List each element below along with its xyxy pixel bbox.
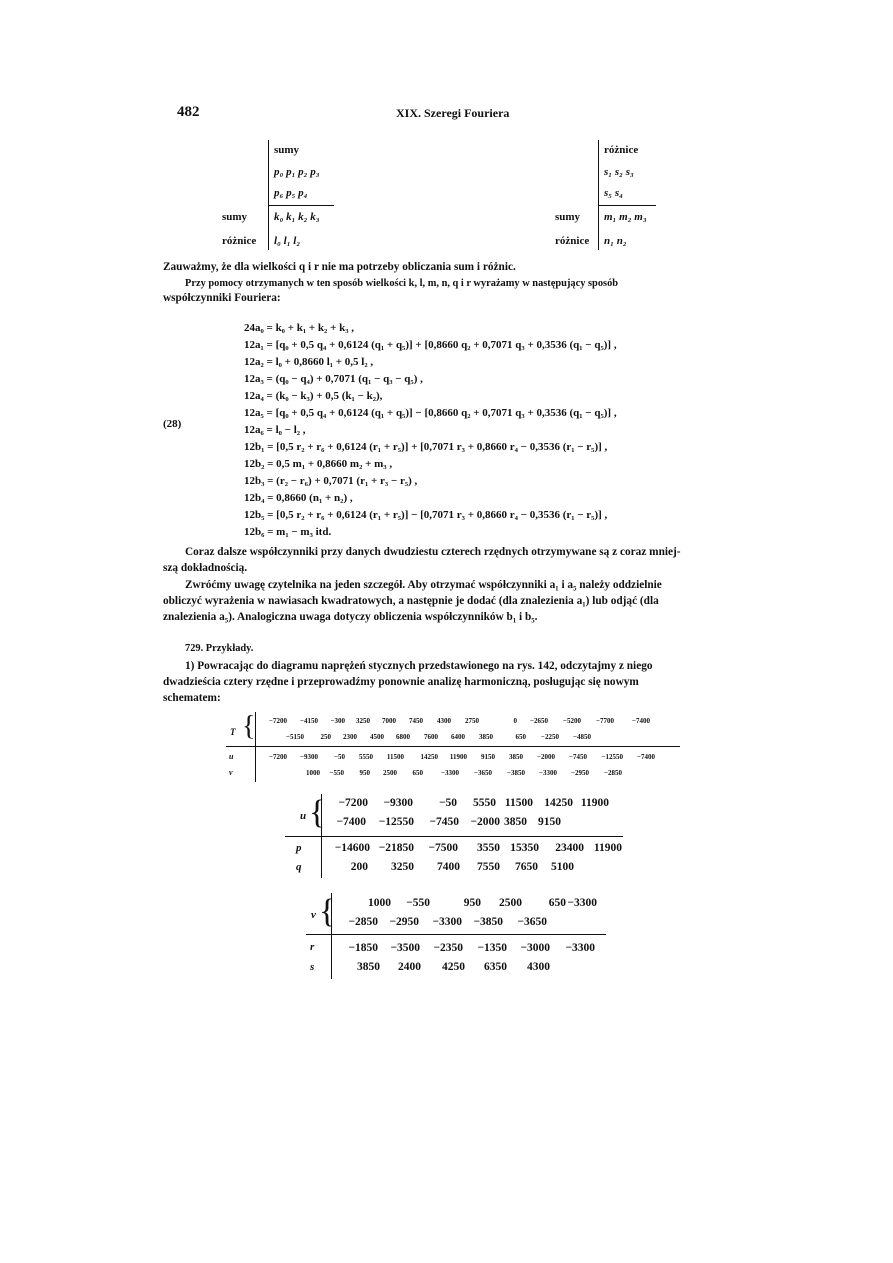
equation-line: 12b₅ = [0,5 r₂ + r₆ + 0,6124 (r₁ + r₅)] − [0,7071 r₃ + 0,8660 r₄ − 0,3536 (r₁ − r₅)] , <box>244 509 608 521</box>
equation-line: 24a₀ = k₀ + k₁ + k₂ + k₃ , <box>244 322 355 334</box>
table-cell: −3000 <box>520 942 550 954</box>
schema-left-top-label: sumy <box>274 144 300 156</box>
label-v-small: v <box>229 768 233 777</box>
schema-right-m-row: m₁ m₂ m₃ <box>604 211 647 223</box>
equation-line: 12a₆ = l₀ − l₂ , <box>244 424 306 436</box>
table-cell: 4300 <box>527 961 550 973</box>
table-cell: 11500 <box>504 797 533 809</box>
equation-line: 12a₃ = (q₀ − q₄) + 0,7071 (q₁ − q₃ − q₅) , <box>244 373 423 385</box>
table-cell: 4300 <box>437 717 451 725</box>
paragraph-detail-line1: Zwróćmy uwagę czytelnika na jeden szczegół. Aby otrzymać współczynniki a₁ i a₅ należy oddzielnie <box>185 579 662 591</box>
table-cell: −12550 <box>601 753 623 761</box>
table-cell: 0 <box>513 717 517 725</box>
table-cell: −7450 <box>429 816 459 828</box>
table-cell: −7400 <box>637 753 655 761</box>
table-cell: −1350 <box>477 942 507 954</box>
table-cell: 7650 <box>515 861 538 873</box>
table-cell: −4850 <box>573 733 591 741</box>
table-cell: 1000 <box>368 897 391 909</box>
paragraph-detail-line3: znalezienia a₅). Analogiczna uwaga dotyczy obliczenia współczynników b₁ i b₅. <box>163 611 538 623</box>
table-cell: 9150 <box>538 816 561 828</box>
table-cell: −2250 <box>541 733 559 741</box>
table-cell: 5550 <box>359 753 373 761</box>
table-cell: 950 <box>463 897 481 909</box>
equation-line: 12b₄ = 0,8660 (n₁ + n₂) , <box>244 492 353 504</box>
schema-right-top-label: różnice <box>604 144 639 156</box>
table-cell: −2000 <box>470 816 500 828</box>
paragraph-example-line3: schematem: <box>163 692 221 704</box>
table-cell: 5100 <box>551 861 574 873</box>
table-cell: 3250 <box>391 861 414 873</box>
table-cell: −3300 <box>441 769 459 777</box>
table-cell: 650 <box>548 897 566 909</box>
table-cell: −14600 <box>334 842 370 854</box>
table-cell: −9300 <box>383 797 413 809</box>
paragraph-example-line1: 1) Powracając do diagramu naprężeń stycznych przedstawionego na rys. 142, odczytajmy z niego <box>185 660 653 672</box>
table-cell: −1850 <box>348 942 378 954</box>
table-cell: 650 <box>412 769 423 777</box>
paragraph-note: Zauważmy, że dla wielkości q i r nie ma potrzeby obliczania sum i różnic. <box>163 261 516 273</box>
label-s: s <box>310 961 315 973</box>
table-cell: −2950 <box>389 916 419 928</box>
table-cell: −3650 <box>517 916 547 928</box>
table-cell: −50 <box>438 797 457 809</box>
table-cell: −2350 <box>433 942 463 954</box>
table-cell: 7550 <box>477 861 500 873</box>
table-cell: 7600 <box>424 733 438 741</box>
table-cell: 7000 <box>382 717 396 725</box>
equation-line: 12b₃ = (r₂ − r₆) + 0,7071 (r₁ + r₃ − r₅) , <box>244 475 418 487</box>
paragraph-detail-line2: obliczyć wyrażenia w nawiasach kwadratowych, a następnie je dodać (dla znalezienia a₁) lub odjąć (dla <box>163 595 659 607</box>
table-cell: −3650 <box>474 769 492 777</box>
table-cell: 23400 <box>555 842 584 854</box>
table-cell: −7200 <box>269 753 287 761</box>
table-cell: −2000 <box>537 753 555 761</box>
schema-right-diff-label: różnice <box>555 235 590 247</box>
label-r: r <box>310 941 315 953</box>
table-cell: −2850 <box>348 916 378 928</box>
label-v: v <box>311 909 316 921</box>
table-cell: −3850 <box>507 769 525 777</box>
table-cell: −5150 <box>286 733 304 741</box>
table-cell: −5200 <box>563 717 581 725</box>
table-cell: −7200 <box>269 717 287 725</box>
paragraph-intro-line2: współczynniki Fouriera: <box>163 292 281 304</box>
paragraph-intro-line1: Przy pomocy otrzymanych w ten sposób wielkości k, l, m, n, q i r wyrażamy w następujący sposób <box>185 278 619 289</box>
equation-line: 12a₄ = (k₀ − k₃) + 0,5 (k₁ − k₂), <box>244 390 383 402</box>
table-cell: 9150 <box>481 753 495 761</box>
table-cell: −3850 <box>473 916 503 928</box>
schema-right-n-row: n₁ n₂ <box>604 235 627 247</box>
table-cell: −7200 <box>338 797 368 809</box>
table-cell: −7400 <box>632 717 650 725</box>
table-cell: −50 <box>334 753 345 761</box>
table-cell: −3300 <box>567 897 597 909</box>
equation-line: 12b₁ = [0,5 r₂ + r₆ + 0,6124 (r₁ + r₅)] + [0,7071 r₃ + 0,8660 r₄ − 0,3536 (r₁ − r₅)] , <box>244 441 608 453</box>
page-number: 482 <box>177 104 200 120</box>
table-cell: −2650 <box>530 717 548 725</box>
equation-line: 12b₆ = m₁ − m₃ itd. <box>244 526 332 538</box>
table-cell: 4250 <box>442 961 465 973</box>
table-cell: −7400 <box>336 816 366 828</box>
table-cell: −3300 <box>539 769 557 777</box>
table-cell: −550 <box>406 897 430 909</box>
table-cell: 250 <box>320 733 331 741</box>
equation-line: 12a₂ = l₀ + 0,8660 l₁ + 0,5 l₂ , <box>244 356 374 368</box>
table-cell: 2500 <box>499 897 522 909</box>
table-cell: −3300 <box>565 942 595 954</box>
schema-left-l-row: l₀ l₁ l₂ <box>274 235 301 247</box>
table-cell: −21850 <box>378 842 414 854</box>
table-cell: −7450 <box>569 753 587 761</box>
table-cell: 11900 <box>580 797 609 809</box>
table-cell: 2400 <box>398 961 421 973</box>
table-cell: 3850 <box>509 753 523 761</box>
table-cell: −4150 <box>300 717 318 725</box>
table-cell: 7400 <box>437 861 460 873</box>
schema-left-sum-label: sumy <box>222 211 248 223</box>
running-header: XIX. Szeregi Fouriera <box>396 106 510 120</box>
paragraph-accuracy-line2: szą dokładnością. <box>163 562 248 574</box>
table-cell: 14250 <box>420 753 438 761</box>
table-cell: 6800 <box>396 733 410 741</box>
table-cell: 3850 <box>479 733 493 741</box>
table-cell: 3250 <box>356 717 370 725</box>
equation-line: 12a₁ = [q₀ + 0,5 q₄ + 0,6124 (q₁ + q₅)] + [0,8660 q₂ + 0,7071 q₃ + 0,3536 (q₁ − q₅)] , <box>244 339 617 351</box>
schema-left-p-row2: p₆ p₅ p₄ <box>274 187 308 199</box>
table-cell: 5550 <box>473 797 496 809</box>
table-cell: −550 <box>329 769 344 777</box>
table-cell: 3850 <box>504 816 527 828</box>
schema-left-diff-label: różnice <box>222 235 257 247</box>
paragraph-example-line2: dwadzieścia cztery rzędne i przeprowadźmy ponownie analizę harmoniczną, posługując się nowym <box>163 676 639 688</box>
table-cell: 200 <box>350 861 368 873</box>
label-T: T <box>230 727 236 737</box>
table-cell: 2300 <box>343 733 357 741</box>
table-cell: 3550 <box>477 842 500 854</box>
table-cell: 1000 <box>306 769 320 777</box>
paragraph-accuracy-line1: Coraz dalsze współczynniki przy danych dwudziestu czterech rzędnych otrzymywane są z coraz mniej- <box>185 546 681 558</box>
table-cell: 2750 <box>465 717 479 725</box>
table-cell: −300 <box>330 717 345 725</box>
table-cell: −2950 <box>571 769 589 777</box>
section-heading: 729. Przykłady. <box>185 643 254 654</box>
table-cell: 14250 <box>544 797 573 809</box>
label-p: p <box>296 842 302 854</box>
table-cell: −12550 <box>378 816 414 828</box>
table-cell: 650 <box>515 733 526 741</box>
schema-left-p-row1: p₀ p₁ p₂ p₃ <box>274 166 320 178</box>
table-cell: −2850 <box>604 769 622 777</box>
schema-right-s-row2: s₅ s₄ <box>604 187 623 199</box>
table-cell: 950 <box>359 769 370 777</box>
table-cell: 2500 <box>383 769 397 777</box>
table-cell: 15350 <box>510 842 539 854</box>
equation-line: 12b₂ = 0,5 m₁ + 0,8660 m₂ + m₃ , <box>244 458 393 470</box>
schema-right-sum-label: sumy <box>555 211 581 223</box>
table-cell: −9300 <box>300 753 318 761</box>
table-cell: 6350 <box>484 961 507 973</box>
equation-number: (28) <box>163 418 182 430</box>
table-cell: 6400 <box>451 733 465 741</box>
table-cell: −3300 <box>432 916 462 928</box>
label-q: q <box>296 861 302 873</box>
table-cell: −3500 <box>390 942 420 954</box>
label-u: u <box>300 810 307 822</box>
table-cell: −7500 <box>428 842 458 854</box>
equation-line: 12a₅ = [q₀ + 0,5 q₄ + 0,6124 (q₁ + q₅)] − [0,8660 q₂ + 0,7071 q₃ + 0,3536 (q₁ − q₅)] , <box>244 407 617 419</box>
table-cell: 3850 <box>357 961 380 973</box>
table-cell: 11900 <box>449 753 467 761</box>
table-cell: 7450 <box>409 717 423 725</box>
table-cell: 11500 <box>386 753 404 761</box>
table-cell: −7700 <box>596 717 614 725</box>
schema-right-s-row1: s₁ s₂ s₃ <box>604 166 634 178</box>
schema-left-k-row: k₀ k₁ k₂ k₃ <box>274 211 320 223</box>
table-cell: 11900 <box>593 842 622 854</box>
table-cell: 4500 <box>370 733 384 741</box>
label-u-small: u <box>229 752 234 761</box>
